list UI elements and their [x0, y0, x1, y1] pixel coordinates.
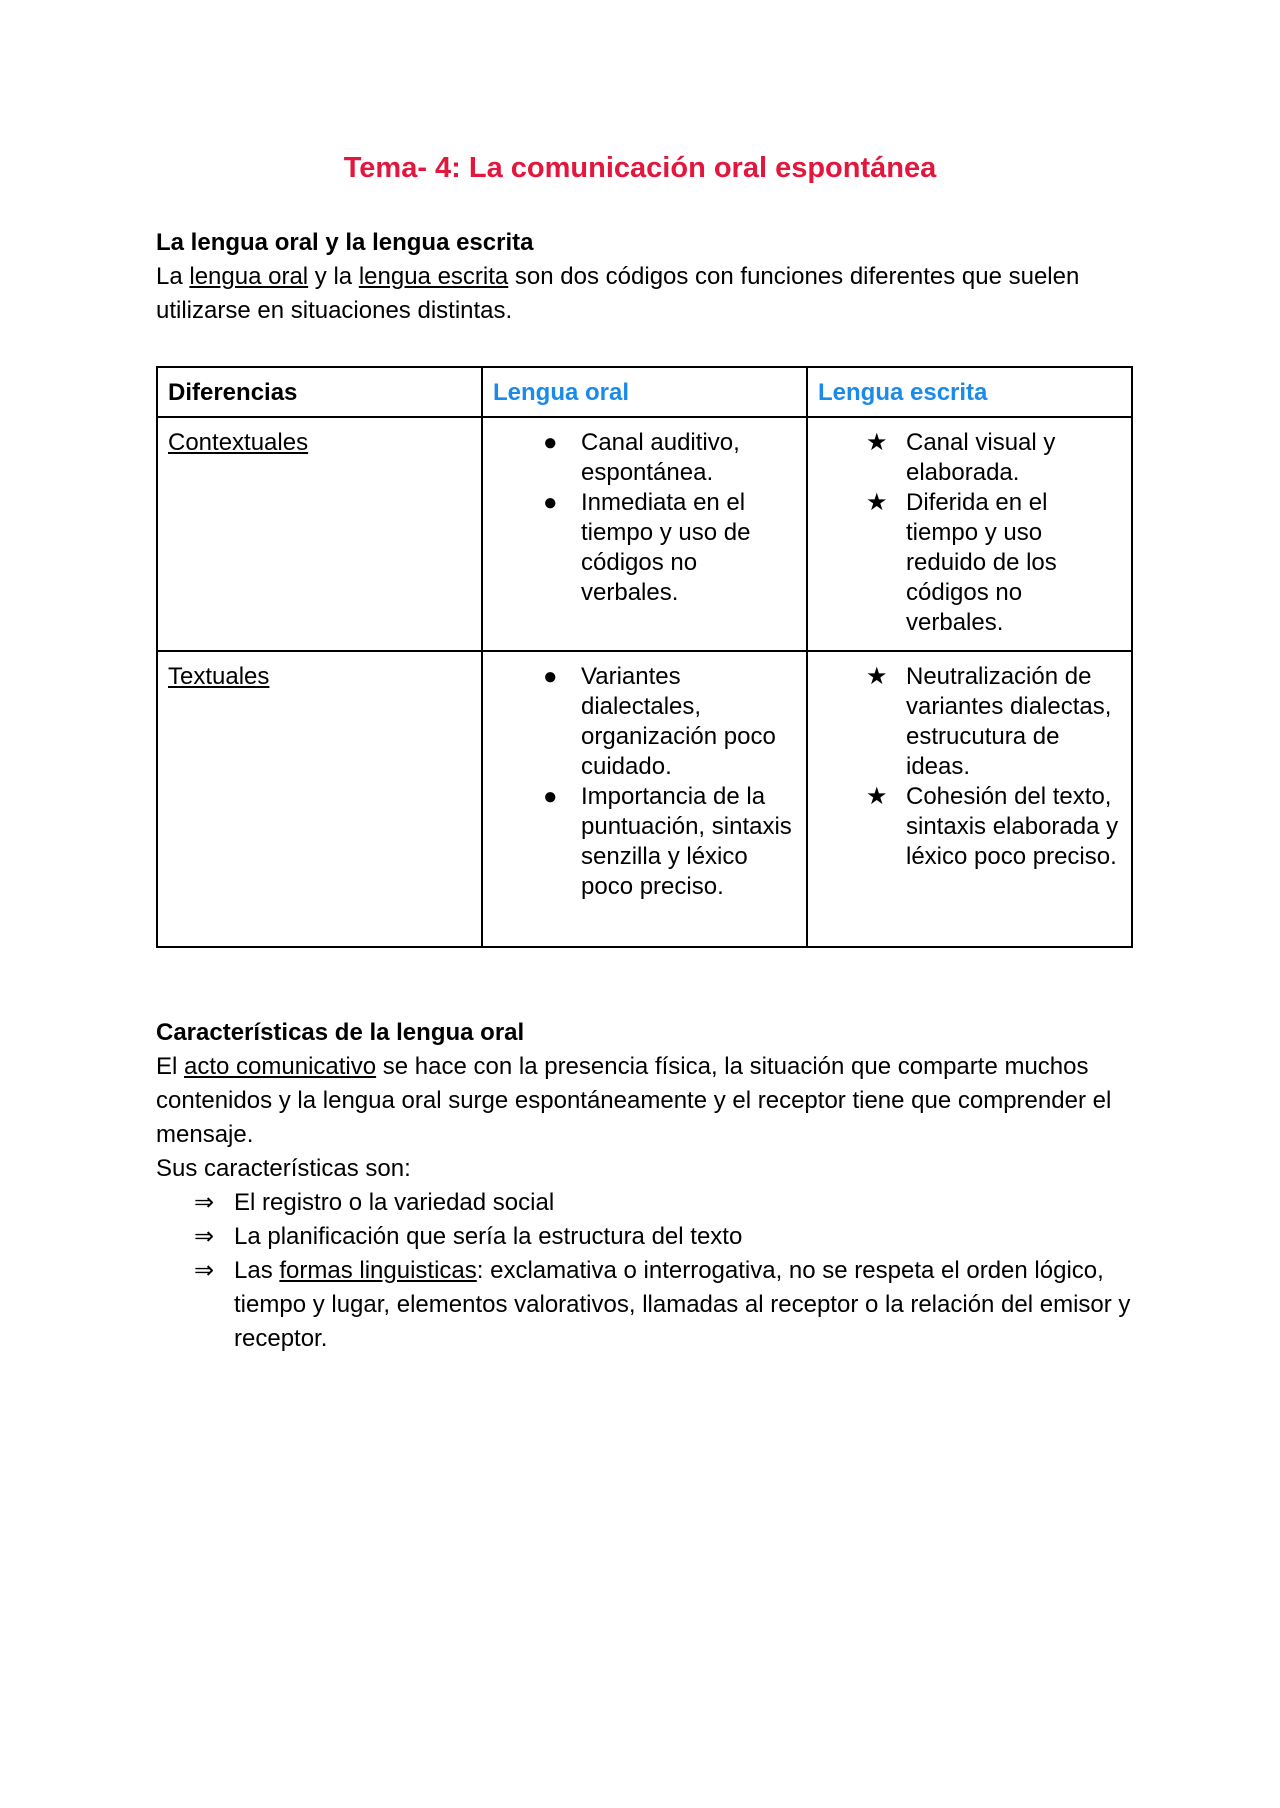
table-row — [157, 651, 1132, 947]
bullet-icon: ● — [543, 783, 558, 810]
list-item-text: La planificación que sería la estructura del texto — [234, 1223, 743, 1250]
cell-oral — [482, 651, 807, 947]
bullet-icon: ● — [543, 663, 558, 690]
star-icon: ★ — [866, 783, 888, 810]
list-item — [858, 488, 1121, 638]
link-acto-comunicativo[interactable]: acto comunicativo — [184, 1053, 377, 1080]
text-run: se hace con la presencia física, la situación que comparte muchos contenidos y la lengua oral surge espontáneamente y el receptor tiene que comprender el mensaje. — [156, 1053, 1112, 1148]
characteristics-list — [156, 1186, 1136, 1356]
row-label — [157, 417, 482, 651]
text-run: El — [156, 1053, 185, 1080]
section-caracteristicas — [156, 1016, 1136, 1356]
row-label — [157, 651, 482, 947]
cell-escrita — [807, 651, 1132, 947]
arrow-icon: ⇒ — [194, 1189, 215, 1216]
differences-table — [156, 366, 1133, 948]
list-item-text: Inmediata en el tiempo y uso de códigos no verbales. — [581, 489, 751, 606]
list-item — [858, 662, 1121, 782]
header-lengua-oral: Lengua oral — [482, 367, 807, 417]
list-item — [858, 782, 1121, 872]
list-item-text: Canal visual y elaborada. — [906, 429, 1056, 486]
cell-escrita — [807, 417, 1132, 651]
text-run: son dos códigos con funciones diferentes que suelen utilizarse en situaciones distintas. — [156, 263, 1080, 324]
list-intro: Sus características son: — [156, 1155, 411, 1182]
link-formas-linguisticas[interactable]: formas linguisticas — [279, 1257, 477, 1284]
star-icon: ★ — [866, 489, 888, 516]
arrow-icon: ⇒ — [194, 1223, 215, 1250]
list-item — [533, 782, 796, 902]
star-icon: ★ — [866, 663, 888, 690]
header-lengua-escrita: Lengua escrita — [807, 367, 1132, 417]
text-run: y la — [308, 263, 359, 290]
text-run: Las — [234, 1257, 280, 1284]
section-heading: Características de la lengua oral — [156, 1019, 525, 1046]
link-lengua-escrita[interactable]: lengua escrita — [358, 263, 509, 290]
section-paragraph — [156, 1050, 1136, 1152]
text-run: : exclamativa o interrogativa, no se respeta el orden lógico, tiempo y lugar, elementos valorativos, llamadas al receptor o la relación del emisor y receptor. — [234, 1257, 1131, 1352]
table-header-row — [157, 367, 1132, 417]
star-icon: ★ — [866, 429, 888, 456]
link-lengua-oral[interactable]: lengua oral — [189, 263, 309, 290]
bullet-icon: ● — [543, 489, 558, 516]
list-item — [194, 1254, 1136, 1356]
arrow-icon: ⇒ — [194, 1257, 215, 1284]
bullet-icon: ● — [543, 429, 558, 456]
list-item-text: El registro o la variedad social — [234, 1189, 555, 1216]
section-heading: La lengua oral y la lengua escrita — [156, 229, 534, 256]
link-textuales[interactable]: Textuales — [168, 663, 270, 690]
table-row — [157, 417, 1132, 651]
list-item — [858, 428, 1121, 488]
section-lengua-oral-escrita — [156, 226, 1136, 328]
list-item — [533, 428, 796, 488]
link-contextuales[interactable]: Contextuales — [168, 429, 309, 456]
text-run: La — [156, 263, 190, 290]
header-diferencias: Diferencias — [157, 367, 482, 417]
list-item — [533, 488, 796, 608]
list-item-text: Importancia de la puntuación, sintaxis senzilla y léxico poco preciso. — [581, 783, 792, 900]
bullet-list — [493, 662, 796, 902]
list-item-text: Cohesión del texto, sintaxis elaborada y léxico poco preciso. — [906, 783, 1119, 870]
page-title: Tema- 4: La comunicación oral espontánea — [343, 152, 937, 184]
star-list — [818, 662, 1121, 872]
list-item-text: Diferida en el tiempo y uso reduido de los códigos no verbales. — [906, 489, 1057, 636]
star-list — [818, 428, 1121, 638]
list-item-text: Canal auditivo, espontánea. — [581, 429, 740, 486]
section-paragraph — [156, 260, 1136, 328]
list-item — [533, 662, 796, 782]
list-item — [194, 1220, 1136, 1254]
list-item-text: Neutralización de variantes dialectas, estrucutura de ideas. — [906, 663, 1112, 780]
list-item — [194, 1186, 1136, 1220]
list-item-text: Variantes dialectales, organización poco cuidado. — [581, 663, 776, 780]
bullet-list — [493, 428, 796, 608]
cell-oral — [482, 417, 807, 651]
